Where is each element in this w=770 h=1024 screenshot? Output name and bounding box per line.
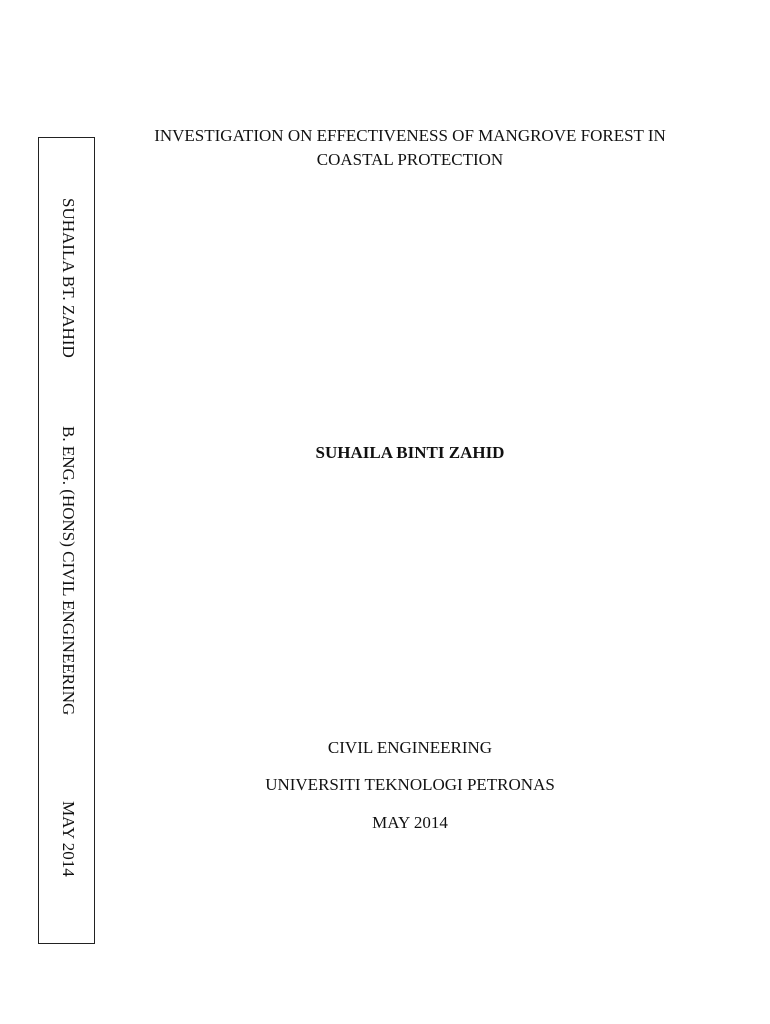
thesis-title-line-1: INVESTIGATION ON EFFECTIVENESS OF MANGROVE FOREST IN (154, 126, 666, 145)
thesis-title-line-2: COASTAL PROTECTION (316, 150, 504, 169)
spine-author: SUHAILA BT. ZAHID (59, 198, 78, 358)
submission-date: MAY 2014 (372, 813, 448, 832)
spine-box (38, 137, 95, 944)
department: CIVIL ENGINEERING (327, 738, 493, 757)
author-name: SUHAILA BINTI ZAHID (315, 443, 505, 462)
spine-date: MAY 2014 (59, 801, 78, 877)
spine-degree: B. ENG. (HONS) CIVIL ENGINEERING (59, 426, 78, 716)
thesis-title (110, 124, 710, 172)
university: UNIVERSITI TEKNOLOGI PETRONAS (265, 775, 555, 794)
